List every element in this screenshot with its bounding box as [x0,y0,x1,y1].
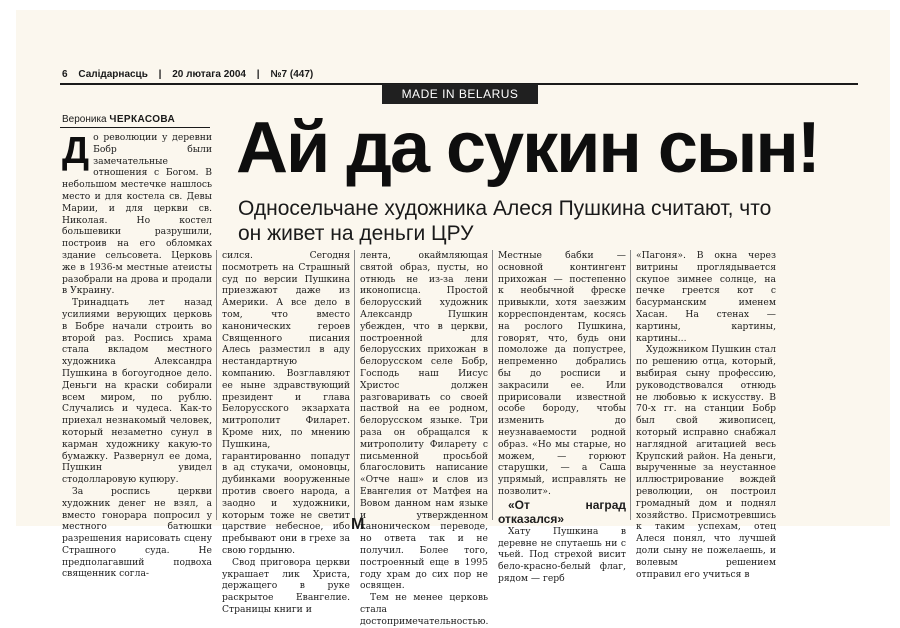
cut-off-heading-fragment: М [351,516,365,533]
article-paragraph [62,132,212,297]
article-paragraph: Художником Пушкин стал по решению отца, который, выбирая сыну профессию, руководствовался отнюдь не любовью к искусству. В 70-х гг. на станции Бобр был свой живописец, который исправно снабжал наглядной агитацией весь Крупский район. На деньги, вырученные за неустанное иллюстрирование вождей революции, он построил громадный дом и поднял хозяйство. Присмотревшись к таким успехам, отец Алеся понял, что лучшей доли сыну не пожелаешь, и волевым решением отправил его учиться в [636,344,776,580]
newspaper-page [16,10,890,627]
article-column-2 [222,250,350,615]
article-paragraph: сился. Сегодня посмотреть на Страшный суд по версии Пушкина приезжают даже из Америки. А все дело в том, что вместо канонических героев Священного писания Алесь разместил в аду нестандартную компанию. Возглавляют ее ныне здравствующий президент и глава Белорусского экзархата митрополит Филарет. Кроме них, по мнению Пушкина, гарантированно попадут в ад стукачи, омоновцы, дубинками вооруженные против своего народа, а заодно и художники, которым тоже не светит царствие небесное, ибо пребывают они в грехе за свою гордыню. [222,250,350,556]
article-column-5 [636,250,776,580]
column-divider [354,250,355,520]
newspaper-name: Салідарнасць [78,69,148,80]
article-paragraph: За роспись церкви художник денег не взял, а вместо гонорара попросил у местного батюшки разрешения нарисовать сцену Страшного суда. Не предполагавший подвоха священник согла- [62,485,212,580]
subheadline: Односельчане художника Алеся Пушкина считают, что он живет на деньги ЦРУ [238,197,772,245]
author-last-name: ЧЕРКАСОВА [109,114,176,125]
drop-cap: Д [62,130,90,172]
article-paragraph: лента, окаймляющая святой образ, пусты, но отнюдь не из-за лени иконописца. Простой белорусский художник Александр Пушкин убежден, что в церкви, построенной для белорусских прихожан в белорусском селе Бобр, Господь наш Иисус Христос должен разговаривать со своей паствой на ее родном, белорусском языке. Три раза он обращался к митрополиту Филарету с письменной просьбой благословить написание «Отче наш» и слов из Евангелия от Матфея на Вовом данном нам языке и утвержденном каноническом переводе, но ответа так и не получил. Более того, построенный еще в 1995 году храм до сих пор не освящен. [360,250,488,592]
article-subtitle: «От наград отказался» [498,497,626,526]
column-divider [630,250,631,520]
issue-date: 20 лютага 2004 [172,69,246,80]
article-paragraph: Местные бабки — основной контингент прихожан — постепенно к необычной фреске привыкли, хотя заезжим корреспондентам, косясь на рослого Пушкина, говорят, что, будь они помоложе да попустрее, непременно добрались бы до росписи и закрасили ее. Или пририсовали известной особе бороду, чтобы изменить до неузнаваемости родной образ. «Но мы старые, но можем, — горюют старушки, — а Саша упрямый, исправлять не позволит». [498,250,626,497]
article-paragraph: Хату Пушкина в деревне не спутаешь ни с чьей. Под стрехой висит бело-красно-белый флаг, рядом — герб [498,525,626,584]
page-number: 6 [62,69,68,80]
column-divider [492,250,493,520]
issue-number: №7 (447) [270,69,314,80]
article-paragraph: Тринадцать лет назад усилиями верующих церковь в Бобре начали строить во второй раз. Роспись храма стала вкладом местного художника Александра Пушкина в богоугодное дело. Деньги на краски собирали всем миром, по рублю. Случались и чудеса. Как-то приехал незнакомый человек, который незаметно сунул в карман художнику какую-то бумажку. Развернул ее дома, Пушкин увидел стодолларовую купюру. [62,297,212,486]
paragraph-text: о революции у деревни Бобр были замечательные отношения с Богом. В небольшом местечке нашлось место и для костела св. Девы Марии, и для церкви св. Николая. Но костел большевики разрушили, построив на его обломках здание сельсовета. Церковь же в 1936-м местные атеисты разобрали на дрова и продали в Украину. [62,132,212,297]
page-header: 6 Салідарнасць | 20 лютага 2004 | №7 (447) [62,69,314,80]
author-first-name: Вероника [62,114,107,125]
byline-rule [60,127,210,128]
section-tag: MADE IN BELARUS [382,84,538,104]
article-column-4 [498,250,626,584]
article-paragraph: «Пагоня». В окна через витрины проглядывается скупое зимнее солнце, на печке греется кот с басурманским именем Хасан. На стенах — картины, картины, картины... [636,250,776,344]
article-paragraph: Свод приговора церкви украшает лик Христа, держащего в руке раскрытое Евангелие. Страницы книги и [222,556,350,615]
author-byline [62,114,175,125]
column-divider [216,250,217,520]
headline: Ай да сукин сын! [236,108,819,188]
article-column-3 [360,250,489,627]
article-paragraph: Тем не менее церковь стала достопримечательностью. [360,592,489,627]
article-column-1 [62,130,212,580]
